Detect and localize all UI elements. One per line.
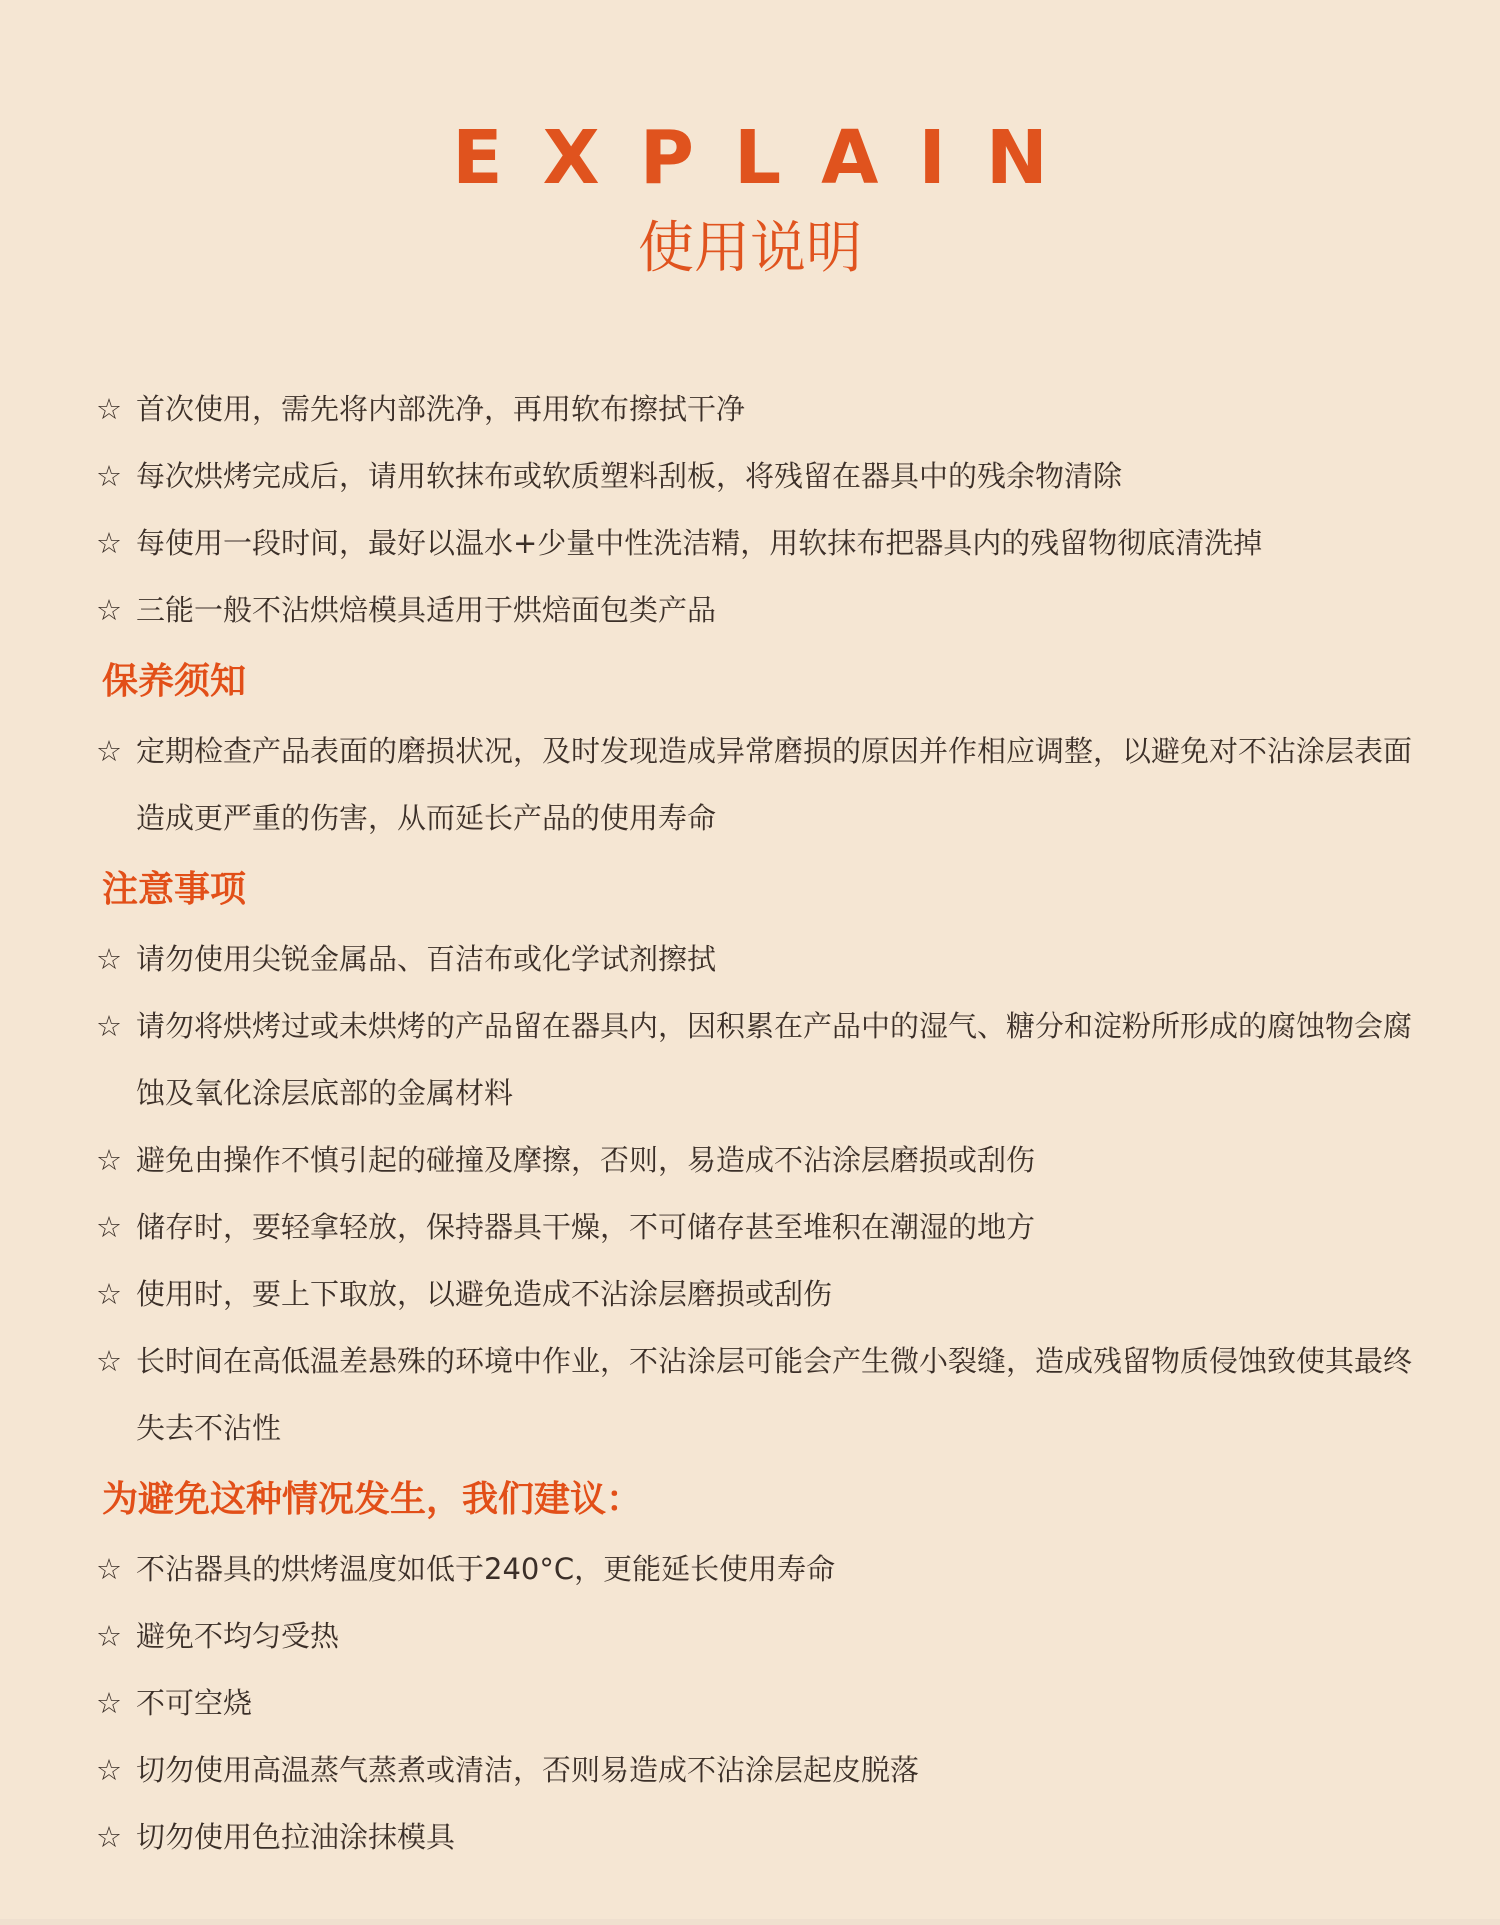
list-item-text: 每次烘烤完成后，请用软抹布或软质塑料刮板，将残留在器具中的残余物清除 <box>136 459 1123 493</box>
instruction-content <box>96 376 1436 1871</box>
list-item <box>96 1127 1436 1194</box>
section-title-maintenance: 保养须知 <box>102 661 247 702</box>
title-english: EXPLAIN <box>452 115 1088 201</box>
precautions-section <box>96 854 1436 1462</box>
section-title-precautions: 注意事项 <box>102 869 247 910</box>
star-icon: ☆ <box>96 1210 122 1244</box>
star-icon: ☆ <box>96 392 122 426</box>
suggestions-section <box>96 1464 1436 1871</box>
list-item <box>96 1536 1436 1603</box>
list-item-text: 首次使用，需先将内部洗净，再用软布擦拭干净 <box>136 392 746 426</box>
star-icon: ☆ <box>96 1277 122 1311</box>
list-item-text: 定期检查产品表面的磨损状况，及时发现造成异常磨损的原因并作相应调整，以避免对不沾涂层表面造成更严重的伤害，从而延长产品的使用寿命 <box>136 734 1413 835</box>
list-item-text: 切勿使用高温蒸气蒸煮或清洁，否则易造成不沾涂层起皮脱落 <box>136 1753 920 1787</box>
list-item-text: 使用时，要上下取放，以避免造成不沾涂层磨损或刮伤 <box>136 1277 833 1311</box>
star-icon: ☆ <box>96 734 122 768</box>
star-icon: ☆ <box>96 942 122 976</box>
list-item <box>96 1737 1436 1804</box>
star-icon: ☆ <box>96 1009 122 1043</box>
list-item-text: 长时间在高低温差悬殊的环境中作业，不沾涂层可能会产生微小裂缝，造成残留物质侵蚀致使其最终失去不沾性 <box>136 1344 1413 1445</box>
bottom-divider <box>0 1919 1500 1925</box>
list-item-text: 不沾器具的烘烤温度如低于240°C，更能延长使用寿命 <box>136 1552 836 1586</box>
list-item <box>96 1261 1436 1328</box>
section-title-suggestions: 为避免这种情况发生，我们建议： <box>102 1479 643 1520</box>
list-item <box>96 926 1436 993</box>
list-item <box>96 1603 1436 1670</box>
list-item-text: 三能一般不沾烘焙模具适用于烘焙面包类产品 <box>136 593 717 627</box>
list-item <box>96 577 1436 644</box>
maintenance-section <box>96 646 1436 852</box>
list-item-text: 避免不均匀受热 <box>136 1619 340 1653</box>
star-icon: ☆ <box>96 1619 122 1653</box>
star-icon: ☆ <box>96 526 122 560</box>
list-item-text: 请勿使用尖锐金属品、百洁布或化学试剂擦拭 <box>136 942 717 976</box>
star-icon: ☆ <box>96 1344 122 1378</box>
list-item-text: 避免由操作不慎引起的碰撞及摩擦，否则，易造成不沾涂层磨损或刮伤 <box>136 1143 1036 1177</box>
list-item-text: 储存时，要轻拿轻放，保持器具干燥，不可储存甚至堆积在潮湿的地方 <box>136 1210 1036 1244</box>
star-icon: ☆ <box>96 1753 122 1787</box>
page-header <box>0 110 1500 286</box>
star-icon: ☆ <box>96 459 122 493</box>
list-item-text: 请勿将烘烤过或未烘烤的产品留在器具内，因积累在产品中的湿气、糖分和淀粉所形成的腐蚀物会腐蚀及氧化涂层底部的金属材料 <box>136 1009 1413 1110</box>
title-chinese: 使用说明 <box>638 216 862 281</box>
list-item-text: 不可空烧 <box>136 1686 253 1720</box>
star-icon: ☆ <box>96 1143 122 1177</box>
list-item <box>96 510 1436 577</box>
list-item <box>96 1194 1436 1261</box>
list-item <box>96 1804 1436 1871</box>
list-item <box>96 1328 1436 1462</box>
list-item <box>96 718 1436 852</box>
list-item-text: 切勿使用色拉油涂抹模具 <box>136 1820 456 1854</box>
star-icon: ☆ <box>96 1820 122 1854</box>
list-item <box>96 1670 1436 1737</box>
intro-list <box>96 376 1436 644</box>
list-item <box>96 376 1436 443</box>
star-icon: ☆ <box>96 1552 122 1586</box>
star-icon: ☆ <box>96 593 122 627</box>
list-item-text: 每使用一段时间，最好以温水+少量中性洗洁精，用软抹布把器具内的残留物彻底清洗掉 <box>136 526 1263 560</box>
star-icon: ☆ <box>96 1686 122 1720</box>
list-item <box>96 993 1436 1127</box>
list-item <box>96 443 1436 510</box>
